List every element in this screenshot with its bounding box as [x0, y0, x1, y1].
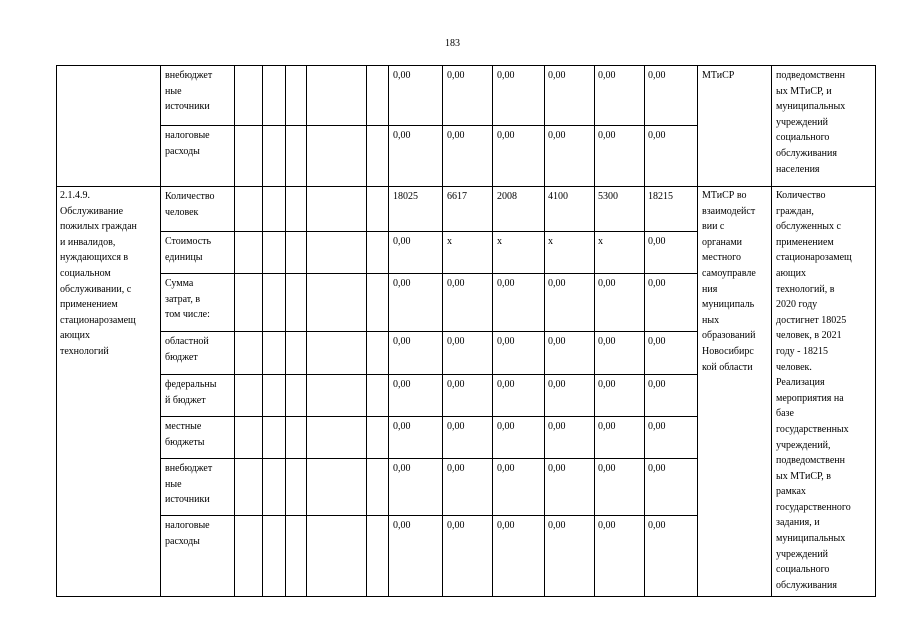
- row-border: [160, 125, 697, 126]
- cell-value: 0,00: [598, 278, 616, 289]
- cell-value: х: [598, 236, 603, 247]
- cell-value: 0,00: [548, 421, 566, 432]
- cell-value: 0,00: [447, 520, 465, 531]
- column-border: [875, 65, 876, 597]
- row-border: [160, 231, 697, 232]
- row-label: внебюджет ные источники: [165, 463, 213, 506]
- cell-value: 2008: [497, 191, 517, 202]
- measure-name: 2.1.4.9. Обслуживание пожилых граждан и инвалидов, нуждающихся в социальном обслуживании, с применением стационарозамещ ающих технологий: [60, 190, 137, 357]
- table-bottom-border: [56, 596, 876, 597]
- cell-value: 0,00: [598, 463, 616, 474]
- cell-value: 0,00: [393, 236, 411, 247]
- cell-value: 0,00: [548, 130, 566, 141]
- cell-value: 0,00: [497, 421, 515, 432]
- cell-value: 5300: [598, 191, 618, 202]
- cell-value: 0,00: [648, 336, 666, 347]
- cell-value: 0,00: [497, 278, 515, 289]
- cell-value: 0,00: [447, 463, 465, 474]
- cell-value: 18215: [648, 191, 673, 202]
- executor-text: МТиСР во взаимодейст вии с органами местного самоуправле ния муниципаль ных образований Новосибирс кой области: [702, 190, 756, 373]
- cell-value: 0,00: [447, 379, 465, 390]
- cell-value: 0,00: [497, 130, 515, 141]
- row-border: [160, 331, 697, 332]
- row-label: Стоимость единицы: [165, 236, 212, 263]
- cell-value: 0,00: [648, 379, 666, 390]
- row-label: налоговые расходы: [165, 520, 210, 547]
- result-text: Количество граждан, обслуженных с применением стационарозамещ ающих технологий, в 2020 году достигнет 18025 человек, в 2021 году - 18215 человек. Реализация мероприятия на базе государственных учреждений, подведомственн ых МТиСР, в рамках государственного задания, и муниципальных учреждений социального обслуживания: [776, 190, 852, 591]
- cell-value: 0,00: [447, 130, 465, 141]
- cell-value: 0,00: [497, 463, 515, 474]
- cell-value: 6617: [447, 191, 467, 202]
- row-border: [160, 374, 697, 375]
- cell-value: 0,00: [447, 421, 465, 432]
- executor-text: МТиСР: [702, 70, 735, 81]
- cell-value: 0,00: [648, 130, 666, 141]
- cell-value: 0,00: [548, 278, 566, 289]
- row-border: [160, 458, 697, 459]
- cell-value: 0,00: [393, 336, 411, 347]
- row-border: [160, 273, 697, 274]
- cell-value: 0,00: [393, 70, 411, 81]
- row-label: Сумма затрат, в том числе:: [165, 278, 210, 321]
- cell-value: 0,00: [598, 70, 616, 81]
- cell-value: 0,00: [548, 70, 566, 81]
- cell-value: 0,00: [648, 236, 666, 247]
- row-label: областной бюджет: [165, 336, 209, 363]
- cell-value: 0,00: [598, 520, 616, 531]
- cell-value: 4100: [548, 191, 568, 202]
- cell-value: х: [497, 236, 502, 247]
- cell-value: 0,00: [648, 278, 666, 289]
- page-number: 183: [445, 38, 460, 49]
- cell-value: 0,00: [598, 379, 616, 390]
- table-top-border: [56, 65, 876, 66]
- cell-value: 0,00: [393, 463, 411, 474]
- cell-value: 0,00: [497, 336, 515, 347]
- cell-value: х: [447, 236, 452, 247]
- cell-value: х: [548, 236, 553, 247]
- row-label: федеральны й бюджет: [165, 379, 217, 406]
- cell-value: 0,00: [447, 278, 465, 289]
- cell-value: 0,00: [497, 70, 515, 81]
- row-label: внебюджет ные источники: [165, 70, 213, 113]
- column-border: [56, 65, 57, 597]
- cell-value: 0,00: [497, 520, 515, 531]
- row-label: местные бюджеты: [165, 421, 205, 448]
- cell-value: 0,00: [393, 278, 411, 289]
- cell-value: 0,00: [648, 463, 666, 474]
- cell-value: 0,00: [393, 520, 411, 531]
- result-text: подведомственн ых МТиСР, и муниципальных учреждений социального обслуживания населения: [776, 70, 846, 175]
- cell-value: 0,00: [548, 463, 566, 474]
- cell-value: 0,00: [648, 520, 666, 531]
- cell-value: 0,00: [393, 421, 411, 432]
- cell-value: 0,00: [548, 379, 566, 390]
- cell-value: 0,00: [393, 130, 411, 141]
- row-label: налоговые расходы: [165, 130, 210, 157]
- cell-value: 0,00: [497, 379, 515, 390]
- cell-value: 18025: [393, 191, 418, 202]
- column-border: [697, 65, 698, 597]
- cell-value: 0,00: [548, 520, 566, 531]
- cell-value: 0,00: [648, 421, 666, 432]
- cell-value: 0,00: [598, 421, 616, 432]
- row-label: Количество человек: [165, 191, 215, 218]
- cell-value: 0,00: [447, 336, 465, 347]
- cell-value: 0,00: [548, 336, 566, 347]
- row-border: [56, 186, 876, 187]
- cell-value: 0,00: [648, 70, 666, 81]
- cell-value: 0,00: [393, 379, 411, 390]
- row-border: [160, 515, 697, 516]
- row-border: [160, 416, 697, 417]
- cell-value: 0,00: [447, 70, 465, 81]
- column-border: [771, 65, 772, 597]
- cell-value: 0,00: [598, 336, 616, 347]
- cell-value: 0,00: [598, 130, 616, 141]
